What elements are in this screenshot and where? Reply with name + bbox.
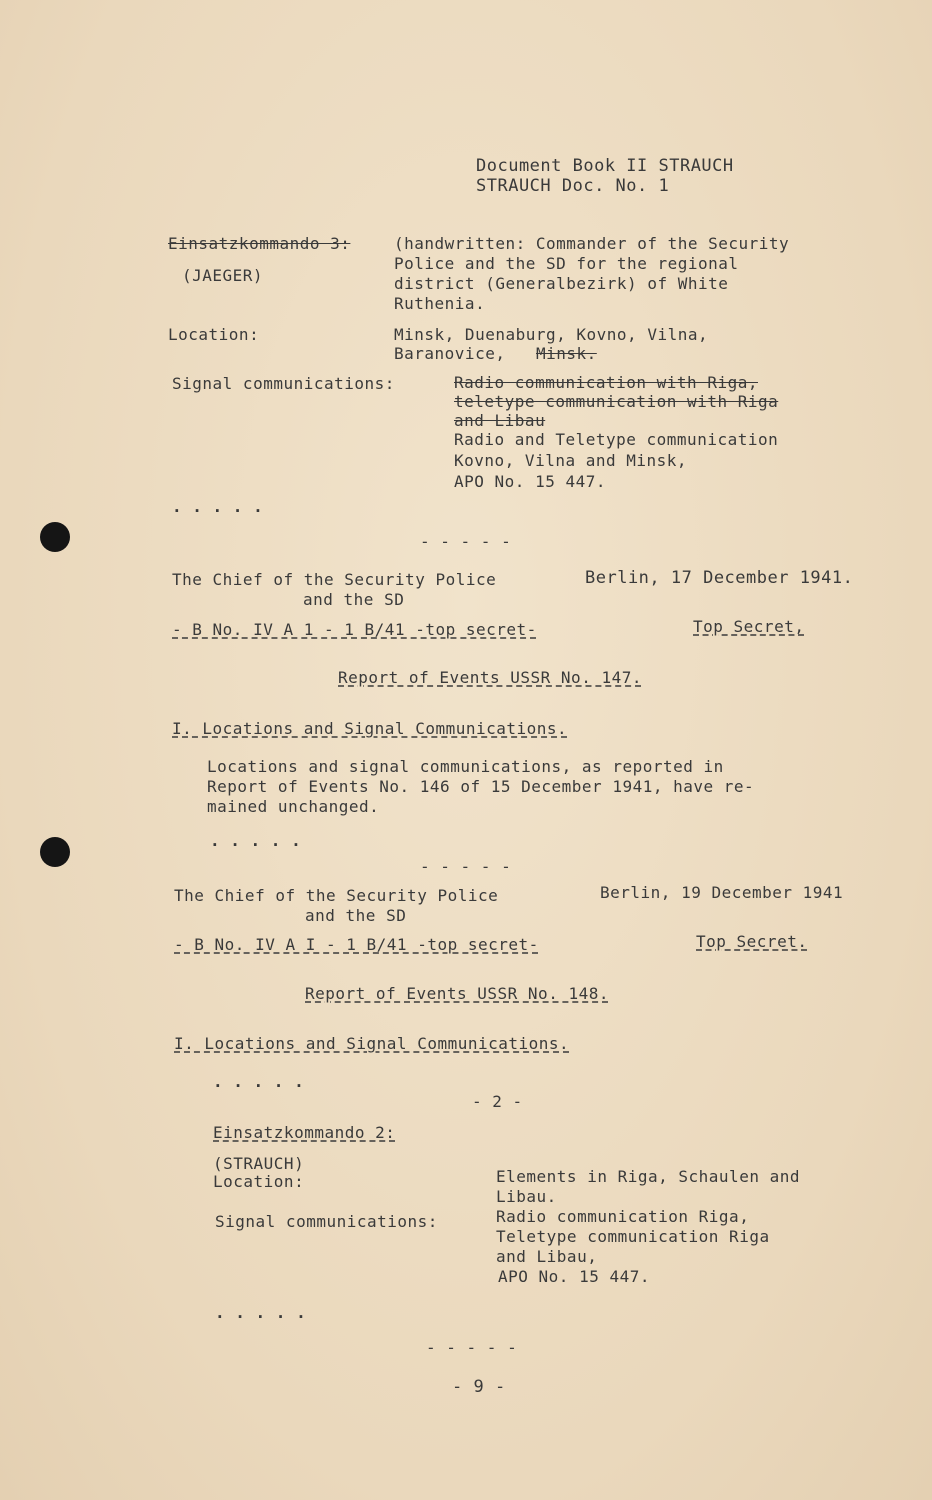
report1-body-1: Locations and signal communications, as reported in [207,757,724,776]
page-number: - 9 - [452,1377,506,1397]
ek3-commander: (JAEGER) [182,266,264,285]
ek3-signal-2: Kovno, Vilna and Minsk, [454,451,688,470]
report1-classification: Top Secret, [693,617,805,636]
report2-chief-line-1: The Chief of the Security Police [174,886,499,905]
punch-hole-top [40,522,70,552]
ek3-handwritten-2: Police and the SD for the regional [394,254,739,273]
report1-chief-line-1: The Chief of the Security Police [172,570,497,589]
report2-place-date: Berlin, 19 December 1941 [600,883,844,902]
report2-title: Report of Events USSR No. 148. [305,984,609,1003]
ek3-signal-struck-2: teletype communication with Riga [454,392,779,411]
ek2-title: Einsatzkommando 2: [213,1123,396,1142]
header-line-2: STRAUCH Doc. No. 1 [476,176,670,196]
ellipsis-1: . . . . . [172,497,264,516]
report2-classification: Top Secret. [696,932,808,951]
ek3-signal-label: Signal communications: [172,374,395,393]
separator-3: - - - - - [426,1338,518,1357]
ek3-signal-struck-1: Radio communication with Riga, [454,373,758,392]
report1-title: Report of Events USSR No. 147. [338,668,642,687]
report2-chief-line-2: and the SD [305,906,407,925]
ek3-location-label: Location: [168,325,260,344]
ek3-signal-3: APO No. 15 447. [454,472,606,491]
ek2-signal-4: APO No. 15 447. [498,1267,650,1286]
ek3-signal-1: Radio and Teletype communication [454,430,779,449]
ek2-signal-label: Signal communications: [215,1212,438,1231]
ek3-signal-struck-3: and Libau [454,411,546,430]
ek3-handwritten-1: (handwritten: Commander of the Security [394,234,790,253]
report1-body-2: Report of Events No. 146 of 15 December 1941, have re- [207,777,755,796]
ek2-signal-2: Teletype communication Riga [496,1227,770,1246]
header-line-1: Document Book II STRAUCH [476,156,734,176]
ek3-location-struck: Minsk. [536,344,597,363]
report1-body-3: mained unchanged. [207,797,380,816]
ek3-location-2: Baranovice, [394,344,506,363]
punch-hole-bottom [40,837,70,867]
separator-2: - - - - - [420,857,512,876]
ek2-commander: (STRAUCH) [213,1154,305,1173]
report1-place-date: Berlin, 17 December 1941. [585,568,854,588]
report1-chief-line-2: and the SD [303,590,405,609]
ek2-location-1: Elements in Riga, Schaulen and [496,1167,800,1186]
report1-section: I. Locations and Signal Communications. [172,719,568,738]
ek2-location-2: Libau. [496,1187,557,1206]
ellipsis-2: . . . . . [210,831,302,850]
ek2-location-label: Location: [213,1172,305,1191]
ellipsis-4: . . . . . [215,1303,307,1322]
ek3-handwritten-4: Ruthenia. [394,294,486,313]
report2-section: I. Locations and Signal Communications. [174,1034,570,1053]
report1-reference: - B No. IV A 1 - 1 B/41 -top secret- [172,620,537,639]
ek2-signal-1: Radio communication Riga, [496,1207,750,1226]
ek3-handwritten-3: district (Generalbezirk) of White [394,274,729,293]
report2-reference: - B No. IV A I - 1 B/41 -top secret- [174,935,539,954]
ek3-title: Einsatzkommando 3: [168,234,351,253]
page-marker: - 2 - [472,1092,523,1111]
ellipsis-3: . . . . . [213,1072,305,1091]
separator-1: - - - - - [420,532,512,551]
ek2-signal-3: and Libau, [496,1247,598,1266]
ek3-location-1: Minsk, Duenaburg, Kovno, Vilna, [394,325,709,344]
